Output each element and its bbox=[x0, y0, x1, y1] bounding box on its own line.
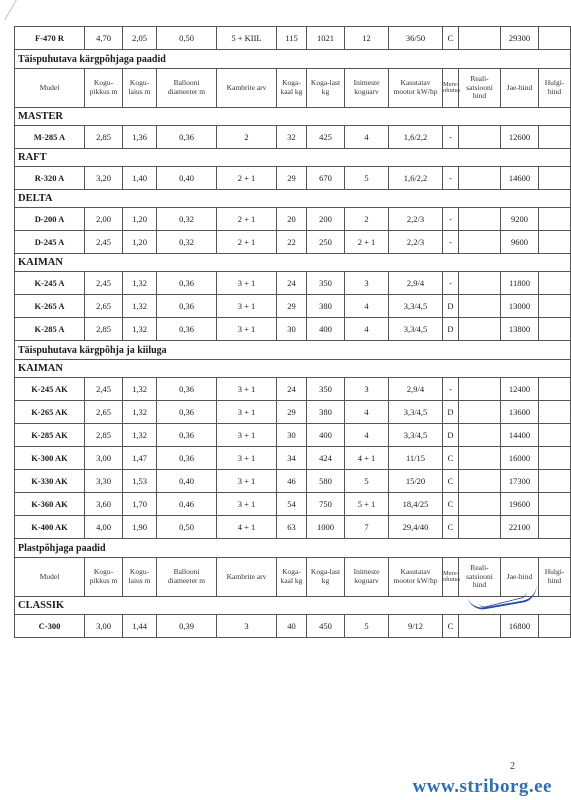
table-cell: - bbox=[443, 126, 459, 149]
column-header: Ballooni diameeter m bbox=[157, 558, 217, 597]
table-cell: 63 bbox=[277, 516, 307, 539]
table-cell: 5 + KIIL bbox=[217, 27, 277, 50]
table-row bbox=[15, 208, 571, 231]
table-cell: 4 bbox=[345, 318, 389, 341]
model-cell: D-245 A bbox=[15, 231, 85, 254]
column-header-row bbox=[15, 69, 571, 108]
table-cell: 2 + 1 bbox=[217, 231, 277, 254]
section-heading: Täispuhutava kärgpõhjaga paadid bbox=[15, 50, 571, 69]
table-cell: 2 bbox=[217, 126, 277, 149]
model-cell: F-470 R bbox=[15, 27, 85, 50]
table-row bbox=[15, 493, 571, 516]
table-cell: 0,50 bbox=[157, 27, 217, 50]
table-cell: 1000 bbox=[307, 516, 345, 539]
table-cell bbox=[539, 231, 571, 254]
table-cell: 250 bbox=[307, 231, 345, 254]
column-header: Jae-hind bbox=[501, 558, 539, 597]
table-cell: 5 + 1 bbox=[345, 493, 389, 516]
table-cell: 0,32 bbox=[157, 231, 217, 254]
table-cell: 1,32 bbox=[123, 401, 157, 424]
table-cell: 0,39 bbox=[157, 615, 217, 638]
model-cell: K-360 AK bbox=[15, 493, 85, 516]
table-row bbox=[15, 272, 571, 295]
table-cell bbox=[459, 615, 501, 638]
column-header: Hulgi-hind bbox=[539, 69, 571, 108]
table-cell: 1,70 bbox=[123, 493, 157, 516]
table-cell bbox=[539, 318, 571, 341]
table-cell: 3,00 bbox=[85, 615, 123, 638]
table-cell: 380 bbox=[307, 295, 345, 318]
table-cell: 9/12 bbox=[389, 615, 443, 638]
table-cell: 54 bbox=[277, 493, 307, 516]
table-cell: 12600 bbox=[501, 126, 539, 149]
table-cell: 14400 bbox=[501, 424, 539, 447]
table-cell: 3,3/4,5 bbox=[389, 295, 443, 318]
brand-heading-row bbox=[15, 360, 571, 378]
brand-heading: KAIMAN bbox=[15, 254, 571, 272]
section-heading: Plastpõhjaga paadid bbox=[15, 539, 571, 558]
table-cell: 32 bbox=[277, 126, 307, 149]
table-cell bbox=[459, 208, 501, 231]
table-cell: 24 bbox=[277, 272, 307, 295]
brand-heading: MASTER bbox=[15, 108, 571, 126]
column-header: Reali-satsiooni hind bbox=[459, 69, 501, 108]
table-cell: 3 + 1 bbox=[217, 295, 277, 318]
table-cell: 3,30 bbox=[85, 470, 123, 493]
table-row bbox=[15, 401, 571, 424]
table-cell: 2,45 bbox=[85, 272, 123, 295]
table-cell: D bbox=[443, 401, 459, 424]
table-cell: 11800 bbox=[501, 272, 539, 295]
page-number: 2 bbox=[510, 761, 515, 772]
model-cell: K-300 AK bbox=[15, 447, 85, 470]
table-row bbox=[15, 615, 571, 638]
model-cell: K-400 AK bbox=[15, 516, 85, 539]
model-cell: K-245 AK bbox=[15, 378, 85, 401]
table-row bbox=[15, 447, 571, 470]
table-cell: 2,85 bbox=[85, 126, 123, 149]
brand-heading-row bbox=[15, 149, 571, 167]
table-cell: 17300 bbox=[501, 470, 539, 493]
brand-heading: RAFT bbox=[15, 149, 571, 167]
table-cell: 4 bbox=[345, 401, 389, 424]
table-row bbox=[15, 424, 571, 447]
table-cell: 350 bbox=[307, 378, 345, 401]
column-header: Inimeste koguarv bbox=[345, 69, 389, 108]
table-cell: 400 bbox=[307, 318, 345, 341]
table-cell: 3,60 bbox=[85, 493, 123, 516]
table-cell bbox=[539, 295, 571, 318]
table-cell: C bbox=[443, 470, 459, 493]
table-cell bbox=[539, 470, 571, 493]
table-cell: 5 bbox=[345, 615, 389, 638]
table-cell: 1,32 bbox=[123, 272, 157, 295]
table-cell: 1,47 bbox=[123, 447, 157, 470]
table-cell: 1,32 bbox=[123, 378, 157, 401]
table-cell bbox=[539, 516, 571, 539]
brand-heading: DELTA bbox=[15, 190, 571, 208]
table-row bbox=[15, 27, 571, 50]
table-cell: 1021 bbox=[307, 27, 345, 50]
table-cell: D bbox=[443, 424, 459, 447]
table-cell: 7 bbox=[345, 516, 389, 539]
table-cell: 4 + 1 bbox=[217, 516, 277, 539]
model-cell: K-330 AK bbox=[15, 470, 85, 493]
section-heading-row bbox=[15, 539, 571, 558]
table-cell bbox=[539, 447, 571, 470]
table-row bbox=[15, 516, 571, 539]
table-cell bbox=[459, 27, 501, 50]
table-cell: 5 bbox=[345, 167, 389, 190]
model-cell: M-285 A bbox=[15, 126, 85, 149]
table-cell: - bbox=[443, 231, 459, 254]
table-cell: 15/20 bbox=[389, 470, 443, 493]
table-cell: 30 bbox=[277, 424, 307, 447]
table-cell: 3,3/4,5 bbox=[389, 401, 443, 424]
table-cell: 3 bbox=[345, 272, 389, 295]
scan-mark bbox=[4, 0, 63, 20]
brand-heading-row bbox=[15, 254, 571, 272]
table-cell: - bbox=[443, 208, 459, 231]
table-cell: - bbox=[443, 378, 459, 401]
column-header: Koga-last kg bbox=[307, 558, 345, 597]
table-cell bbox=[459, 516, 501, 539]
table-cell: 2,9/4 bbox=[389, 272, 443, 295]
table-cell: C bbox=[443, 493, 459, 516]
table-cell: 0,40 bbox=[157, 470, 217, 493]
table-cell bbox=[459, 126, 501, 149]
table-cell: 3 + 1 bbox=[217, 401, 277, 424]
column-header: Kogu-laius m bbox=[123, 69, 157, 108]
table-cell: 4 bbox=[345, 126, 389, 149]
table-cell: 1,20 bbox=[123, 231, 157, 254]
table-cell: 3 bbox=[345, 378, 389, 401]
table-cell: 750 bbox=[307, 493, 345, 516]
column-header: Inimeste koguarv bbox=[345, 558, 389, 597]
table-row bbox=[15, 126, 571, 149]
table-cell bbox=[459, 378, 501, 401]
table-cell: 4 bbox=[345, 424, 389, 447]
column-header: Kogu-pikkus m bbox=[85, 69, 123, 108]
table-cell: 3,3/4,5 bbox=[389, 318, 443, 341]
model-cell: K-285 AK bbox=[15, 424, 85, 447]
table-cell: 46 bbox=[277, 470, 307, 493]
table-cell: 9600 bbox=[501, 231, 539, 254]
table-cell: 13800 bbox=[501, 318, 539, 341]
column-header: Kambrite arv bbox=[217, 69, 277, 108]
brand-heading: KAIMAN bbox=[15, 360, 571, 378]
table-cell: 24 bbox=[277, 378, 307, 401]
table-cell: 20 bbox=[277, 208, 307, 231]
table-cell: 424 bbox=[307, 447, 345, 470]
column-header: Kogu-pikkus m bbox=[85, 558, 123, 597]
table-cell: 3 + 1 bbox=[217, 424, 277, 447]
table-cell bbox=[459, 493, 501, 516]
table-cell: 670 bbox=[307, 167, 345, 190]
table-cell: 1,44 bbox=[123, 615, 157, 638]
table-cell: 0,36 bbox=[157, 447, 217, 470]
table-cell: 30 bbox=[277, 318, 307, 341]
table-cell: 29300 bbox=[501, 27, 539, 50]
table-cell: 16800 bbox=[501, 615, 539, 638]
table-cell: 9200 bbox=[501, 208, 539, 231]
table-cell: 1,32 bbox=[123, 295, 157, 318]
table-cell: 115 bbox=[277, 27, 307, 50]
table-cell bbox=[459, 272, 501, 295]
table-cell: 3 + 1 bbox=[217, 378, 277, 401]
table-cell: 2,65 bbox=[85, 401, 123, 424]
table-cell bbox=[539, 378, 571, 401]
table-cell: 3 bbox=[217, 615, 277, 638]
table-cell: 22100 bbox=[501, 516, 539, 539]
table-cell: 0,40 bbox=[157, 167, 217, 190]
table-cell: 3,00 bbox=[85, 447, 123, 470]
table-cell: 2,85 bbox=[85, 318, 123, 341]
table-cell: - bbox=[443, 272, 459, 295]
column-header: Kasutatav mootor kW/hp bbox=[389, 558, 443, 597]
table-cell: 36/50 bbox=[389, 27, 443, 50]
table-row bbox=[15, 295, 571, 318]
table-cell: 0,36 bbox=[157, 378, 217, 401]
column-header: Koga-kaal kg bbox=[277, 558, 307, 597]
table-cell: 3 + 1 bbox=[217, 470, 277, 493]
column-header: Kogu-laius m bbox=[123, 558, 157, 597]
table-cell: 400 bbox=[307, 424, 345, 447]
table-cell: 34 bbox=[277, 447, 307, 470]
boat-price-table bbox=[14, 26, 571, 638]
table-cell: 1,40 bbox=[123, 167, 157, 190]
table-cell: 29 bbox=[277, 167, 307, 190]
table-cell: 4,70 bbox=[85, 27, 123, 50]
table-cell: 0,36 bbox=[157, 126, 217, 149]
table-cell bbox=[539, 493, 571, 516]
column-header: Ballooni diameeter m bbox=[157, 69, 217, 108]
table-cell: 3,3/4,5 bbox=[389, 424, 443, 447]
table-cell bbox=[539, 615, 571, 638]
table-cell bbox=[539, 126, 571, 149]
table-cell bbox=[539, 272, 571, 295]
table-cell: C bbox=[443, 27, 459, 50]
table-cell bbox=[539, 167, 571, 190]
table-cell: 19600 bbox=[501, 493, 539, 516]
table-cell: 2,05 bbox=[123, 27, 157, 50]
table-cell: 450 bbox=[307, 615, 345, 638]
model-cell: K-245 A bbox=[15, 272, 85, 295]
table-cell: 14600 bbox=[501, 167, 539, 190]
table-cell bbox=[459, 318, 501, 341]
section-heading: Täispuhutava kärgpõhja ja kiiluga bbox=[15, 341, 571, 360]
table-cell: 1,32 bbox=[123, 318, 157, 341]
model-cell: C-300 bbox=[15, 615, 85, 638]
table-cell: 29,4/40 bbox=[389, 516, 443, 539]
brand-heading-row bbox=[15, 190, 571, 208]
table-cell: 13000 bbox=[501, 295, 539, 318]
section-heading-row bbox=[15, 50, 571, 69]
table-row bbox=[15, 167, 571, 190]
model-cell: K-265 AK bbox=[15, 401, 85, 424]
table-cell: 0,32 bbox=[157, 208, 217, 231]
table-cell bbox=[539, 401, 571, 424]
table-cell: 0,50 bbox=[157, 516, 217, 539]
table-cell bbox=[459, 470, 501, 493]
table-cell: 200 bbox=[307, 208, 345, 231]
table-cell: 29 bbox=[277, 295, 307, 318]
column-header: Jae-hind bbox=[501, 69, 539, 108]
column-header: Mere-ohutus bbox=[443, 558, 459, 597]
table-cell: 2,00 bbox=[85, 208, 123, 231]
table-cell: 3 + 1 bbox=[217, 272, 277, 295]
column-header: Koga-kaal kg bbox=[277, 69, 307, 108]
table-cell: 2 + 1 bbox=[217, 167, 277, 190]
table-cell: C bbox=[443, 447, 459, 470]
table-cell: 0,46 bbox=[157, 493, 217, 516]
section-heading-row bbox=[15, 341, 571, 360]
table-cell: 0,36 bbox=[157, 295, 217, 318]
table-cell: 2,2/3 bbox=[389, 208, 443, 231]
model-cell: D-200 A bbox=[15, 208, 85, 231]
column-header: Mere-ohutus bbox=[443, 69, 459, 108]
model-cell: K-285 A bbox=[15, 318, 85, 341]
table-cell: 2,65 bbox=[85, 295, 123, 318]
table-cell: 0,36 bbox=[157, 272, 217, 295]
table-cell: 3 + 1 bbox=[217, 493, 277, 516]
table-cell: 1,6/2,2 bbox=[389, 126, 443, 149]
table-cell: 2,9/4 bbox=[389, 378, 443, 401]
table-cell: 2,85 bbox=[85, 424, 123, 447]
model-cell: K-265 A bbox=[15, 295, 85, 318]
website-url: www.striborg.ee bbox=[412, 776, 552, 797]
table-cell: 16000 bbox=[501, 447, 539, 470]
table-cell bbox=[459, 424, 501, 447]
table-cell: 29 bbox=[277, 401, 307, 424]
table-cell: 2 + 1 bbox=[217, 208, 277, 231]
table-cell: 1,90 bbox=[123, 516, 157, 539]
model-cell: R-320 A bbox=[15, 167, 85, 190]
table-cell: 4 bbox=[345, 295, 389, 318]
table-cell: 4,00 bbox=[85, 516, 123, 539]
column-header: Mudel bbox=[15, 69, 85, 108]
table-cell: 4 + 1 bbox=[345, 447, 389, 470]
table-cell: 0,36 bbox=[157, 424, 217, 447]
table-cell: 5 bbox=[345, 470, 389, 493]
table-cell: 1,20 bbox=[123, 208, 157, 231]
table-cell: D bbox=[443, 318, 459, 341]
table-row bbox=[15, 318, 571, 341]
table-cell: C bbox=[443, 516, 459, 539]
column-header: Kambrite arv bbox=[217, 558, 277, 597]
table-cell: 0,36 bbox=[157, 318, 217, 341]
table-cell: 380 bbox=[307, 401, 345, 424]
table-cell bbox=[459, 231, 501, 254]
table-cell bbox=[539, 208, 571, 231]
table-cell: 3 + 1 bbox=[217, 447, 277, 470]
table-cell: 2,45 bbox=[85, 231, 123, 254]
column-header: Kasutatav mootor kW/hp bbox=[389, 69, 443, 108]
column-header: Mudel bbox=[15, 558, 85, 597]
table-cell bbox=[459, 167, 501, 190]
table-cell: 0,36 bbox=[157, 401, 217, 424]
table-cell bbox=[459, 447, 501, 470]
table-row bbox=[15, 470, 571, 493]
table-cell: 12400 bbox=[501, 378, 539, 401]
column-header: Koga-last kg bbox=[307, 69, 345, 108]
table-cell: 13600 bbox=[501, 401, 539, 424]
table-cell: 40 bbox=[277, 615, 307, 638]
table-cell: 11/15 bbox=[389, 447, 443, 470]
table-cell: 350 bbox=[307, 272, 345, 295]
table-cell: - bbox=[443, 167, 459, 190]
table-cell: 2 + 1 bbox=[345, 231, 389, 254]
table-cell: D bbox=[443, 295, 459, 318]
table-cell: 18,4/25 bbox=[389, 493, 443, 516]
table-row bbox=[15, 231, 571, 254]
table-cell bbox=[539, 27, 571, 50]
table-cell: 3 + 1 bbox=[217, 318, 277, 341]
table-cell: 2,2/3 bbox=[389, 231, 443, 254]
brand-heading-row bbox=[15, 108, 571, 126]
table-cell bbox=[539, 424, 571, 447]
table-cell: 2,45 bbox=[85, 378, 123, 401]
table-cell: 3,20 bbox=[85, 167, 123, 190]
column-header-row bbox=[15, 558, 571, 597]
table-cell: 1,53 bbox=[123, 470, 157, 493]
table-cell bbox=[459, 295, 501, 318]
table-cell bbox=[459, 401, 501, 424]
column-header: Hulgi-hind bbox=[539, 558, 571, 597]
table-cell: C bbox=[443, 615, 459, 638]
table-cell: 1,6/2,2 bbox=[389, 167, 443, 190]
table-cell: 1,36 bbox=[123, 126, 157, 149]
table-cell: 22 bbox=[277, 231, 307, 254]
table-cell: 580 bbox=[307, 470, 345, 493]
brand-heading: CLASSIK bbox=[15, 597, 571, 615]
table-cell: 425 bbox=[307, 126, 345, 149]
table-row bbox=[15, 378, 571, 401]
column-header: Reali-satsiooni hind bbox=[459, 558, 501, 597]
table-cell: 2 bbox=[345, 208, 389, 231]
table-cell: 1,32 bbox=[123, 424, 157, 447]
table-cell: 12 bbox=[345, 27, 389, 50]
